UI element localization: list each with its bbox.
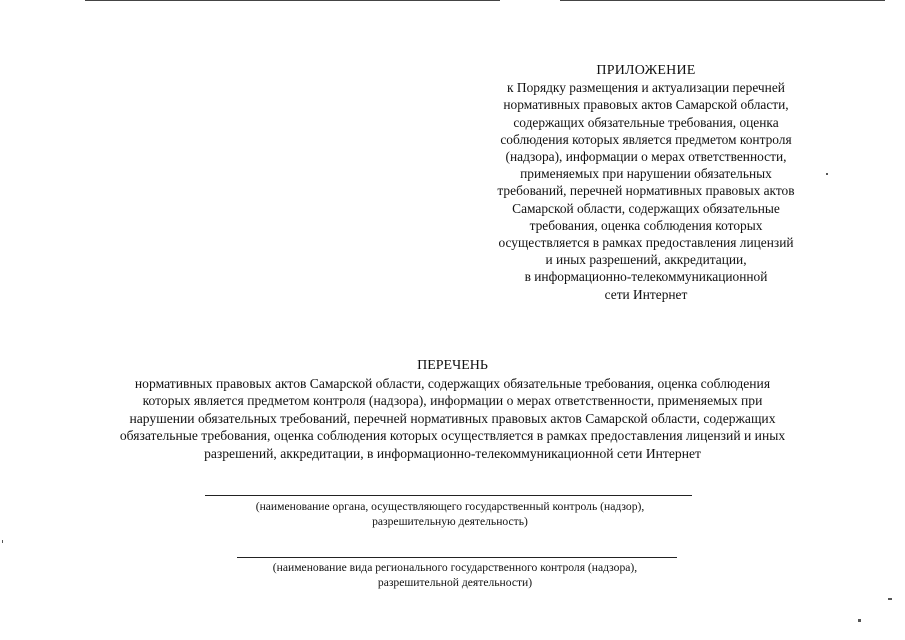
appendix-line: требования, оценка соблюдения которых — [529, 217, 763, 233]
control-kind-fill-line — [237, 557, 677, 558]
appendix-line: требований, перечней нормативных правовых актов — [497, 183, 795, 199]
appendix-block — [470, 62, 822, 303]
appendix-line: Самарской области, содержащих обязательные — [512, 200, 780, 216]
scan-speck — [2, 540, 3, 543]
organ-name-fill-line — [205, 495, 692, 496]
appendix-line: к Порядку размещения и актуализации перечней — [507, 80, 785, 96]
appendix-line: (надзора), информации о мерах ответственности, — [505, 149, 787, 165]
list-description-line: нарушении обязательных требований, перечней нормативных правовых актов Самарской области, содержащих — [129, 410, 776, 426]
appendix-line: в информационно-телекоммуникационной — [524, 269, 768, 285]
scan-speck — [826, 173, 828, 175]
organ-name-caption-line: разрешительную деятельность) — [372, 515, 528, 528]
organ-name-caption — [200, 499, 700, 529]
appendix-line: соблюдения которых является предметом контроля — [500, 131, 792, 147]
control-kind-caption-line: (наименование вида регионального государственного контроля (надзора), — [272, 561, 638, 574]
organ-name-caption-line: (наименование органа, осуществляющего государственный контроль (надзор), — [255, 500, 645, 513]
appendix-line: применяемых при нарушении обязательных — [520, 166, 772, 182]
list-title: ПЕРЕЧЕНЬ — [417, 358, 488, 373]
appendix-line: содержащих обязательные требования, оценка — [513, 114, 779, 130]
appendix-line: сети Интернет — [604, 286, 688, 302]
appendix-line: и иных разрешений, аккредитации, — [545, 252, 747, 268]
appendix-heading: ПРИЛОЖЕНИЕ — [596, 63, 696, 78]
list-description — [40, 375, 865, 462]
list-description-line: которых является предметом контроля (надзора), информации о мерах ответственности, применяемых при — [142, 393, 763, 409]
control-kind-caption-line: разрешительной деятельности) — [377, 576, 533, 589]
control-kind-caption — [220, 560, 690, 590]
top-scan-edge-left — [85, 0, 500, 1]
appendix-line: осуществляется в рамках предоставления лицензий — [498, 235, 794, 251]
list-description-line: нормативных правовых актов Самарской области, содержащих обязательные требования, оценка соблюдения — [134, 376, 771, 391]
list-description-line: разрешений, аккредитации, в информационно-телекоммуникационной сети Интернет — [204, 445, 701, 461]
scan-speck — [858, 619, 861, 622]
top-scan-edge-right — [560, 0, 885, 1]
list-description-line: обязательные требования, оценка соблюдения которых осуществляется в рамках предоставления лицензий и иных — [119, 428, 786, 444]
scan-speck — [888, 598, 892, 600]
appendix-line: нормативных правовых актов Самарской области, — [503, 97, 789, 113]
